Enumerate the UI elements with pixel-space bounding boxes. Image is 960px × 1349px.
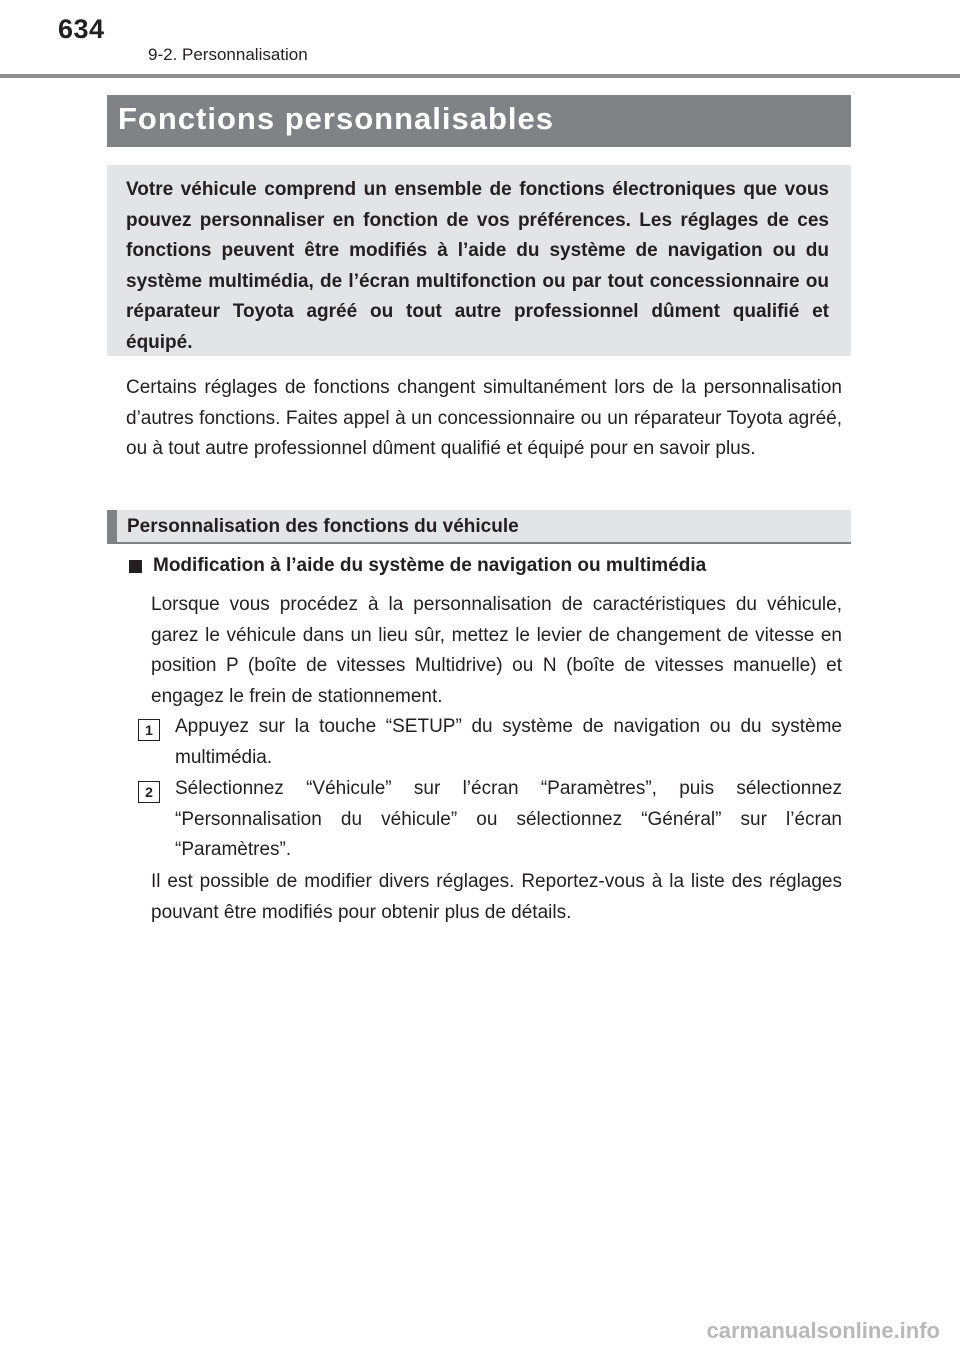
watermark: carmanualsonline.info [706, 1318, 940, 1343]
subsection-heading-bar [107, 510, 851, 544]
square-bullet-icon [129, 560, 142, 573]
paragraph-2: Lorsque vous procédez à la personnalisation de caractéristiques du véhicule, garez le véhicule dans un lieu sûr, mettez le levier de changement de vitesse en position P (boîte de vitesses Multidrive) ou N (boîte de vitesses manuelle) et engagez le frein de stationnement. [151, 594, 842, 707]
bullet-heading-row [128, 555, 848, 583]
step-number-badge: 2 [138, 781, 160, 803]
header-divider [0, 74, 960, 78]
page-title: Fonctions personnalisables [118, 101, 554, 136]
subsection-title: Personnalisation des fonctions du véhicule [127, 516, 519, 537]
paragraph-3: Il est possible de modifier divers réglages. Reportez-vous à la liste des réglages pouvant être modifiés pour obtenir plus de détails. [151, 871, 842, 923]
step-text: Appuyez sur la touche “SETUP” du système de navigation ou du système multimédia. [175, 716, 842, 768]
page-title-bar [107, 95, 851, 147]
paragraph-1: Certains réglages de fonctions changent simultanément lors de la personnalisation d’autres fonctions. Faites appel à un concessionnaire ou un réparateur Toyota agréé, ou à tout autre professionnel dûment qualifié et équipé pour en savoir plus. [126, 377, 842, 459]
step-text: Sélectionnez “Véhicule” sur l’écran “Paramètres”, puis sélectionnez “Personnalisation du véhicule” ou sélectionnez “Général” sur l’écran “Paramètres”. [175, 778, 842, 860]
section-breadcrumb: 9-2. Personnalisation [148, 45, 308, 64]
intro-box [107, 165, 851, 356]
page-header [0, 0, 960, 80]
page-number: 634 [58, 14, 105, 44]
intro-text: Votre véhicule comprend un ensemble de fonctions électroniques que vous pouvez personnaliser en fonction de vos préférences. Les réglages de ces fonctions peuvent être modifiés à l’aide du système de navigation ou du système multimédia, de l’écran multifonction ou par tout concessionnaire ou réparateur Toyota agréé ou tout autre professionnel dûment qualifié et équipé. [126, 179, 829, 353]
bullet-heading: Modification à l’aide du système de navigation ou multimédia [153, 555, 707, 576]
step-number-badge: 1 [138, 719, 160, 741]
